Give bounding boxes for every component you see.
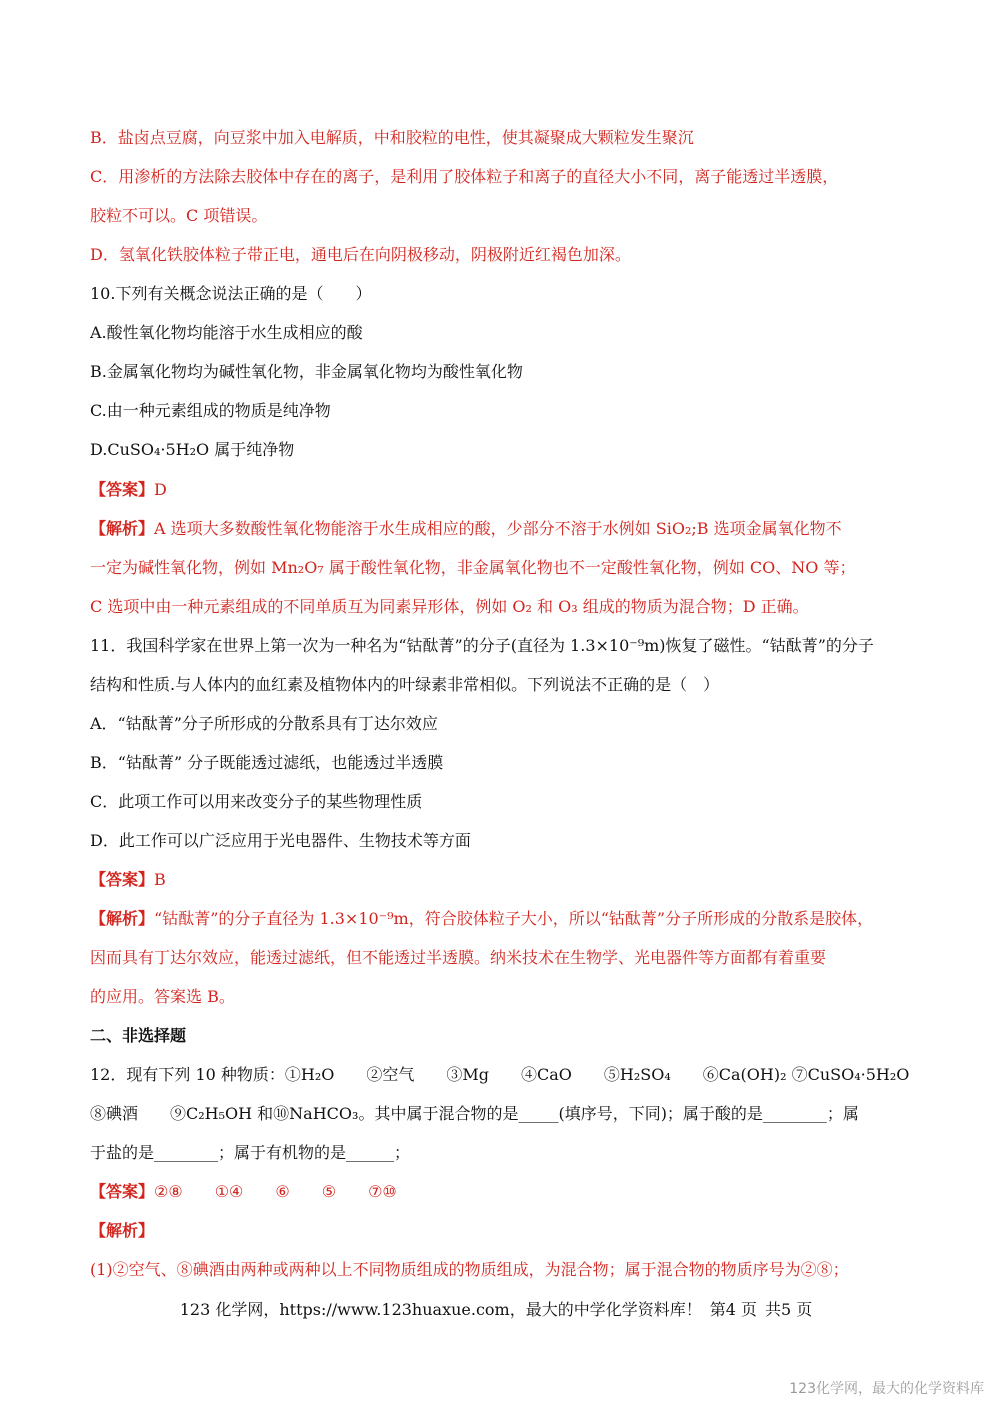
section-heading: 二、非选择题	[90, 1026, 187, 1045]
question-11-analysis-cont2: 的应用。答案选 B。	[90, 987, 235, 1006]
question-12-analysis-heading	[90, 1219, 910, 1243]
option-b-explanation: B．盐卤点豆腐，向豆浆中加入电解质，中和胶粒的电性，使其凝聚成大颗粒发生聚沉	[90, 128, 694, 147]
question-10-analysis-cont: 一定为碱性氧化物，例如 Mn₂O₇ 属于酸性氧化物，非金属氧化物也不一定酸性氧化物，例如 CO、NO 等；	[90, 558, 856, 577]
question-12-analysis: (1)②空气、⑧碘酒由两种或两种以上不同物质组成的物质组成，为混合物；属于混合物的物质序号为②⑧；	[90, 1260, 849, 1279]
watermark: 123化学网，最大的化学资料库	[789, 1381, 984, 1397]
question-10-analysis	[90, 517, 910, 541]
answer-tag: 【答案】	[90, 480, 155, 499]
question-10-option-c: C.由一种元素组成的物质是纯净物	[90, 401, 331, 420]
question-11-option-b: B．“钴酞菁” 分子既能透过滤纸，也能透过半透膜	[90, 753, 444, 772]
answer-tag: 【答案】	[90, 870, 155, 889]
question-11-analysis	[90, 907, 910, 931]
analysis-text: A 选项大多数酸性氧化物能溶于水生成相应的酸，少部分不溶于水例如 SiO₂;B 选项金属氧化物不	[154, 519, 842, 538]
question-11-stem: 11．我国科学家在世界上第一次为一种名为“钴酞菁”的分子(直径为 1.3×10⁻⁹m)恢复了磁性。“钴酞菁”的分子	[90, 636, 874, 655]
question-11-option-a: A．“钴酞菁”分子所形成的分散系具有丁达尔效应	[90, 714, 438, 733]
question-11-option-d: D．此工作可以广泛应用于光电器件、生物技术等方面	[90, 831, 471, 850]
footer-page-number: 第4 页	[709, 1300, 758, 1319]
question-10-option-b: B.金属氧化物均为碱性氧化物，非金属氧化物均为酸性氧化物	[90, 362, 523, 381]
option-c-explanation-cont: 胶粒不可以。C 项错误。	[90, 206, 268, 225]
question-12-answer	[90, 1180, 910, 1204]
analysis-tag: 【解析】	[90, 1221, 155, 1240]
option-d-explanation: D．氢氧化铁胶体粒子带正电，通电后在向阴极移动，阴极附近红褐色加深。	[90, 245, 631, 264]
answer-value: B	[154, 870, 166, 889]
option-c-explanation: C．用渗析的方法除去胶体中存在的离子，是利用了胶体粒子和离子的直径大小不同，离子能透过半透膜，	[90, 167, 839, 186]
analysis-tag: 【解析】	[90, 519, 155, 538]
question-11-option-c: C．此项工作可以用来改变分子的某些物理性质	[90, 792, 423, 811]
footer-site: 123 化学网，https://www.123huaxue.com，最大的中学化学资料库！	[179, 1300, 702, 1319]
question-10-stem: 10.下列有关概念说法正确的是（ ）	[90, 284, 372, 303]
question-12-stem-cont2: 于盐的是________；属于有机物的是______；	[90, 1143, 411, 1162]
question-10-analysis-cont2: C 选项中由一种元素组成的不同单质互为同素异形体，例如 O₂ 和 O₃ 组成的物质为混合物；D 正确。	[90, 597, 809, 616]
question-12-stem: 12．现有下列 10 种物质：①H₂O ②空气 ③Mg ④CaO ⑤H₂SO₄ ⑥Ca(OH)₂ ⑦CuSO₄·5H₂O	[90, 1065, 910, 1084]
question-11-analysis-cont: 因而具有丁达尔效应，能透过滤纸，但不能透过半透膜。纳米技术在生物学、光电器件等方面都有着重要	[90, 948, 827, 967]
analysis-text: “钴酞菁”的分子直径为 1.3×10⁻⁹m，符合胶体粒子大小，所以“钴酞菁”分子所形成的分散系是胶体，	[154, 909, 874, 928]
answer-value: D	[154, 480, 167, 499]
analysis-tag: 【解析】	[90, 909, 155, 928]
question-10-option-d: D.CuSO₄·5H₂O 属于纯净物	[90, 440, 295, 459]
answer-value: ②⑧ ①④ ⑥ ⑤ ⑦⑩	[154, 1182, 397, 1201]
question-11-answer	[90, 868, 910, 892]
question-10-option-a: A.酸性氧化物均能溶于水生成相应的酸	[90, 323, 363, 342]
page-footer	[0, 1298, 992, 1322]
question-12-stem-cont: ⑧碘酒 ⑨C₂H₅OH 和⑩NaHCO₃。其中属于混合物的是_____(填序号，下同)；属于酸的是________；属	[90, 1104, 859, 1123]
question-10-answer	[90, 478, 910, 502]
question-11-stem-cont: 结构和性质.与人体内的血红素及植物体内的叶绿素非常相似。下列说法不正确的是（ ）	[90, 675, 720, 694]
footer-total-pages: 共5 页	[765, 1300, 813, 1319]
answer-tag: 【答案】	[90, 1182, 155, 1201]
